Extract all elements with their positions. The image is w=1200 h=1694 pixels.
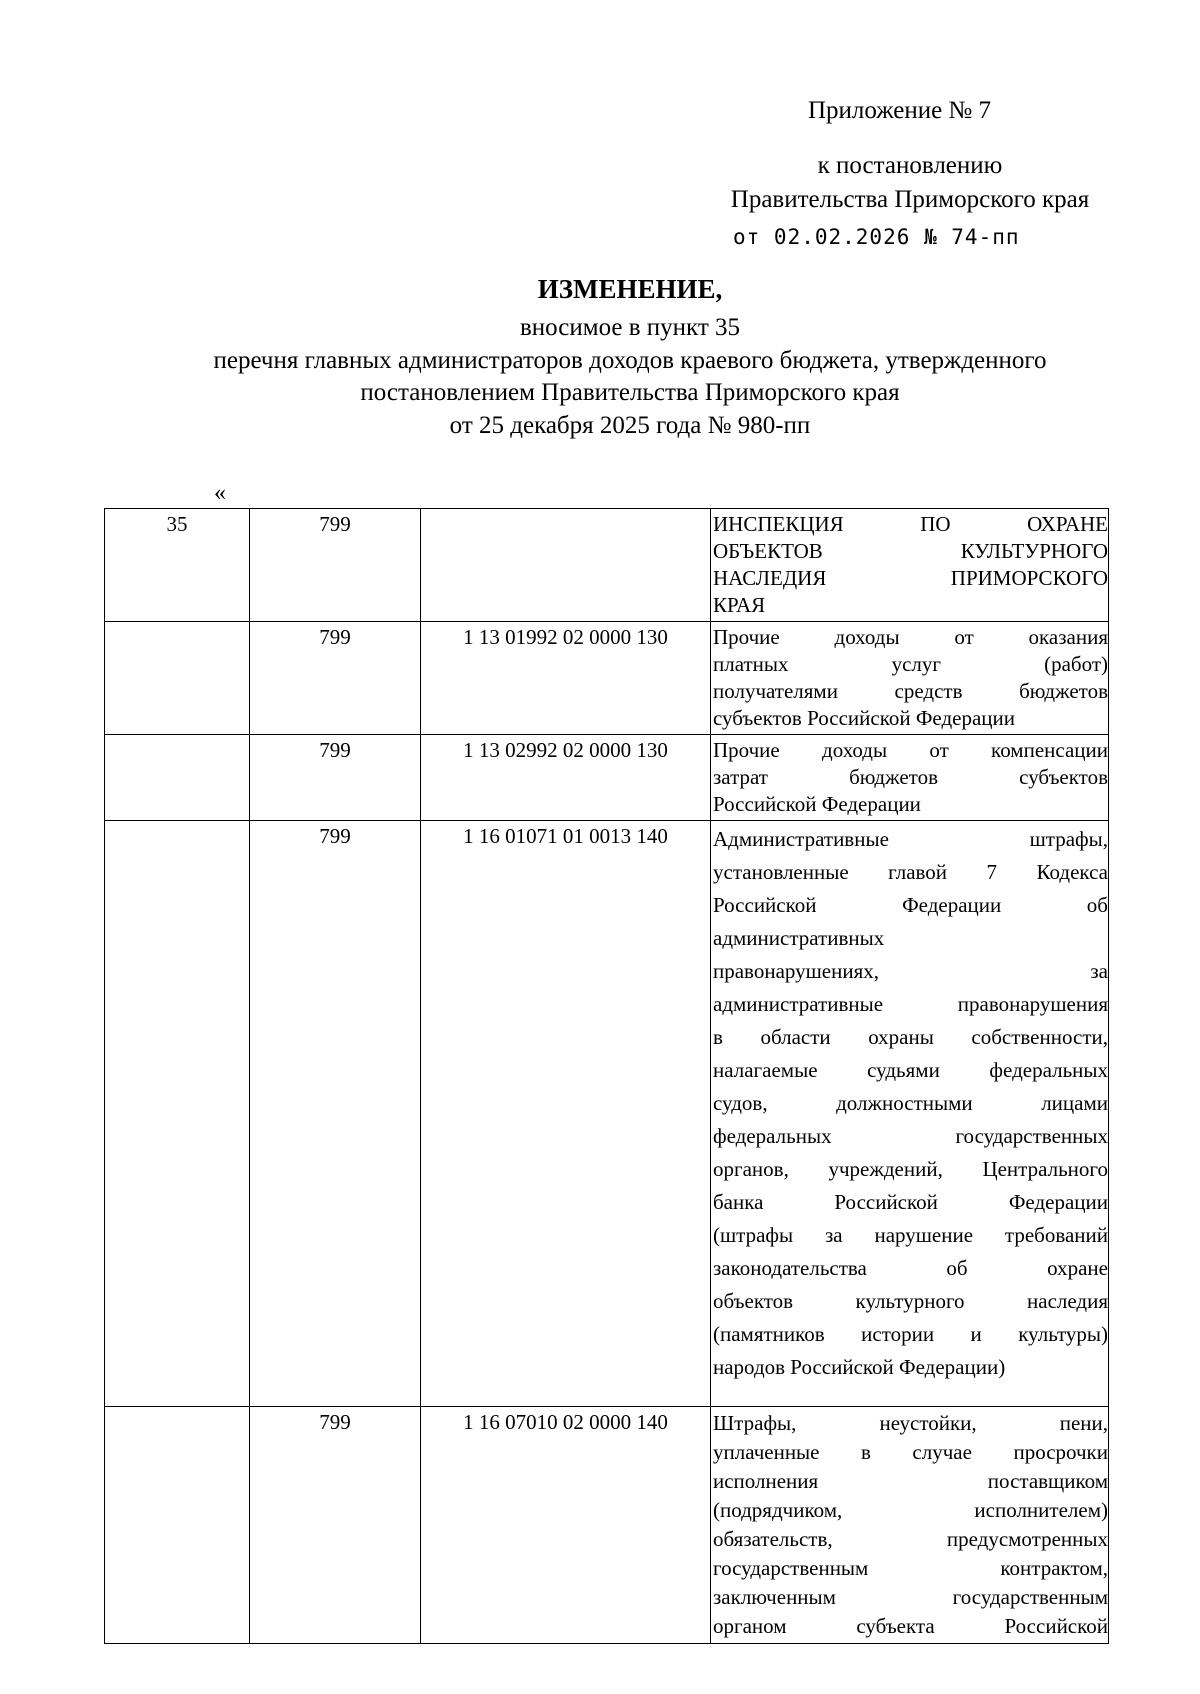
income-code: 1 16 07010 02 0000 140 — [421, 1407, 711, 1644]
description-line: банка Российской Федерации — [713, 1190, 1108, 1214]
resolution-label: к постановлению — [817, 152, 1003, 179]
income-description — [711, 509, 1109, 622]
row-number — [105, 735, 250, 821]
description-line: народов Российской Федерации) — [713, 1355, 1006, 1379]
description-line: органов, учреждений, Центрального — [713, 1157, 1108, 1181]
description-line: административных — [713, 926, 885, 950]
administrators-table — [104, 508, 1109, 1644]
description-line: получателями средств бюджетов — [713, 679, 1108, 703]
income-description — [711, 622, 1109, 735]
income-code: 1 16 01071 01 0013 140 — [421, 821, 711, 1407]
document-title: ИЗМЕНЕНИЕ, — [537, 274, 723, 304]
description-line: платных услуг (работ) — [713, 652, 1108, 676]
table-row — [105, 509, 1109, 622]
description-line: правонарушениях, за — [713, 959, 1108, 983]
appendix-label: Приложение № 7 — [808, 97, 992, 124]
row-number — [105, 622, 250, 735]
title-line-3: постановлением Правительства Приморского края — [360, 379, 900, 406]
description-line: объектов культурного наследия — [713, 1289, 1108, 1313]
description-line: обязательств, предусмотренных — [713, 1527, 1108, 1551]
admin-code: 799 — [250, 622, 421, 735]
description-line: установленные главой 7 Кодекса — [713, 860, 1108, 884]
title-line-4: от 25 декабря 2025 года № 980-пп — [449, 412, 811, 439]
description-line: федеральных государственных — [713, 1124, 1108, 1148]
income-description — [711, 735, 1109, 821]
description-line: органом субъекта Российской — [713, 1614, 1108, 1638]
description-line: (подрядчиком, исполнителем) — [713, 1498, 1108, 1522]
description-line: ОБЪЕКТОВ КУЛЬТУРНОГО — [713, 539, 1108, 563]
description-line: Административные штрафы, — [713, 827, 1108, 851]
admin-code: 799 — [250, 509, 421, 622]
income-code: 1 13 02992 02 0000 130 — [421, 735, 711, 821]
open-quote: « — [214, 480, 226, 506]
description-line: государственным контрактом, — [713, 1556, 1108, 1580]
table-row — [105, 821, 1109, 1407]
description-line: ИНСПЕКЦИЯ ПО ОХРАНЕ — [713, 512, 1108, 536]
description-line: административные правонарушения — [713, 992, 1108, 1016]
row-number: 35 — [105, 509, 250, 622]
description-line: законодательства об охране — [713, 1256, 1108, 1280]
row-number — [105, 1407, 250, 1644]
description-line: затрат бюджетов субъектов — [713, 765, 1108, 789]
description-line: субъектов Российской Федерации — [713, 706, 1016, 730]
admin-code: 799 — [250, 1407, 421, 1644]
description-line: (памятников истории и культуры) — [713, 1322, 1108, 1346]
description-line: НАСЛЕДИЯ ПРИМОРСКОГО — [713, 566, 1108, 590]
table-row — [105, 1407, 1109, 1644]
admin-code: 799 — [250, 821, 421, 1407]
resolution-date-number: от 02.02.2026 № 74-пп — [733, 225, 1020, 249]
description-line: КРАЯ — [713, 593, 766, 617]
description-line: уплаченные в случае просрочки — [713, 1440, 1108, 1464]
description-line: Российской Федерации об — [713, 893, 1108, 917]
admin-code: 799 — [250, 735, 421, 821]
description-line: Прочие доходы от оказания — [713, 625, 1108, 649]
description-line: (штрафы за нарушение требований — [713, 1223, 1108, 1247]
income-code — [421, 509, 711, 622]
description-line: Прочие доходы от компенсации — [713, 738, 1108, 762]
title-line-2: перечня главных администраторов доходов краевого бюджета, утвержденного — [213, 347, 1047, 374]
income-code: 1 13 01992 02 0000 130 — [421, 622, 711, 735]
income-description — [711, 1407, 1109, 1644]
description-line: исполнения поставщиком — [713, 1469, 1108, 1493]
description-line: Российской Федерации — [713, 792, 921, 816]
description-line: судов, должностными лицами — [713, 1091, 1108, 1115]
title-line-1: вносимое в пункт 35 — [519, 314, 741, 341]
description-line: заключенным государственным — [713, 1585, 1108, 1609]
description-line: налагаемые судьями федеральных — [713, 1058, 1108, 1082]
row-number — [105, 821, 250, 1407]
income-description — [711, 821, 1109, 1407]
description-line: в области охраны собственности, — [713, 1025, 1108, 1049]
description-line: Штрафы, неустойки, пени, — [713, 1411, 1108, 1435]
table-row — [105, 735, 1109, 821]
table-row — [105, 622, 1109, 735]
government-label: Правительства Приморского края — [730, 186, 1090, 213]
